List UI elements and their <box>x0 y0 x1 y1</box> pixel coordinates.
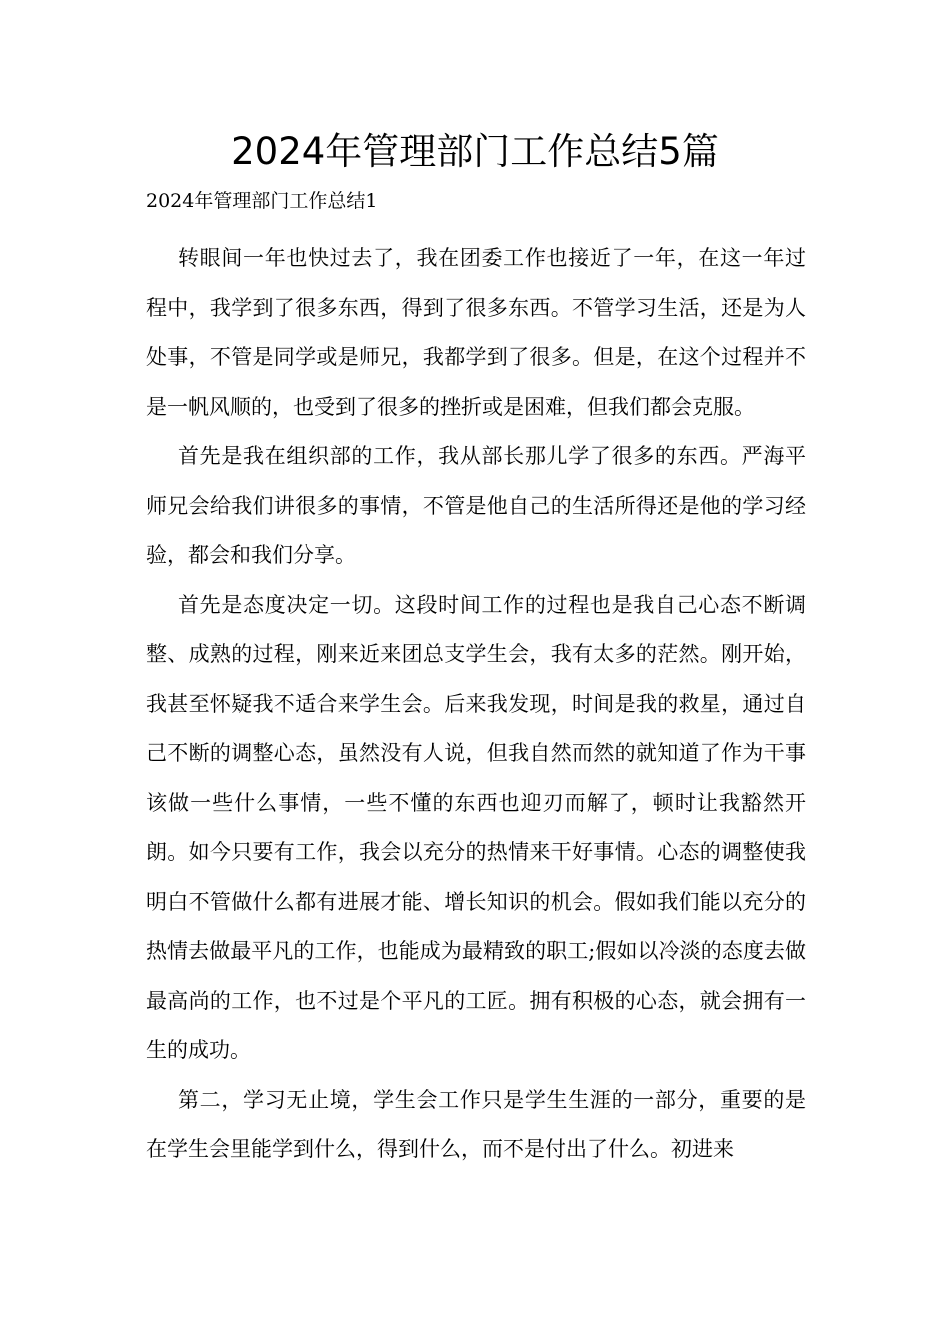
paragraph: 转眼间一年也快过去了，我在团委工作也接近了一年，在这一年过程中，我学到了很多东西，得到了很多东西。不管学习生活，还是为人处事，不管是同学或是师兄，我都学到了很多。但是，在这个过程并不是一帆风顺的，也受到了很多的挫折或是困难，但我们都会克服。 <box>146 246 806 419</box>
paragraph: 首先是我在组织部的工作，我从部长那儿学了很多的东西。严海平师兄会给我们讲很多的事情，不管是他自己的生活所得还是他的学习经验，都会和我们分享。 <box>146 444 806 567</box>
paragraph: 第二，学习无止境，学生会工作只是学生生涯的一部分，重要的是在学生会里能学到什么，得到什么，而不是付出了什么。初进来 <box>146 1087 806 1161</box>
document-title: 2024年管理部门工作总结5篇 <box>231 130 719 173</box>
section-heading: 2024年管理部门工作总结1 <box>146 190 378 212</box>
document-body <box>146 234 806 1175</box>
paragraph: 首先是态度决定一切。这段时间工作的过程也是我自己心态不断调整、成熟的过程，刚来近来团总支学生会，我有太多的茫然。刚开始，我甚至怀疑我不适合来学生会。后来我发现，时间是我的救星，通过自己不断的调整心态，虽然没有人说，但我自然而然的就知道了作为干事该做一些什么事情，一些不懂的东西也迎刃而解了，顿时让我豁然开朗。如今只要有工作，我会以充分的热情来干好事情。心态的调整使我明白不管做什么都有进展才能、增长知识的机会。假如我们能以充分的热情去做最平凡的工作，也能成为最精致的职工;假如以冷淡的态度去做最高尚的工作，也不过是个平凡的工匠。拥有积极的心态，就会拥有一生的成功。 <box>146 592 806 1062</box>
